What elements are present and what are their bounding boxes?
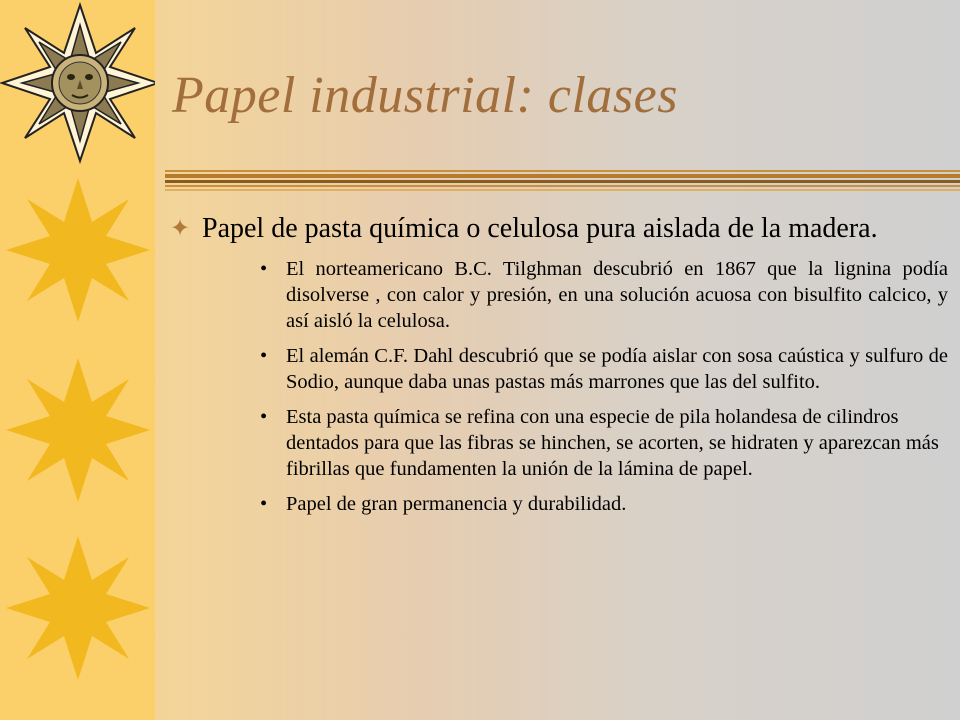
sub-bullet-list (170, 256, 948, 517)
slide-title: Papel industrial: clases (172, 67, 678, 124)
sun-icon (6, 536, 150, 680)
main-bullet (170, 212, 948, 246)
star-bullet-icon: ✦ (170, 216, 191, 242)
sun-face-icon (2, 5, 155, 161)
sub-bullet-item (170, 343, 948, 395)
title-divider (165, 170, 960, 194)
bullet-dot-icon: • (260, 345, 268, 367)
sub-bullet-item (170, 256, 948, 334)
bullet-dot-icon: • (260, 406, 268, 428)
sun-icon (6, 358, 150, 502)
sun-decoration-strip (0, 0, 155, 720)
sun-decorations (0, 0, 155, 720)
slide-body (170, 212, 948, 526)
main-bullet-text: Papel de pasta química o celulosa pura aislada de la madera. (202, 213, 878, 244)
sub-bullet-text: Esta pasta química se refina con una especie de pila holandesa de cilindros dentados para que las fibras se hinchen, se acorten, se hidraten y aparezcan más fibrillas que fundamenten la unión de la lámina de papel. (286, 406, 939, 480)
sub-bullet-text: Papel de gran permanencia y durabilidad. (286, 493, 627, 515)
sun-icon (6, 178, 150, 322)
sub-bullet-text: El alemán C.F. Dahl descubrió que se podía aislar con sosa caústica y sulfuro de Sodio, aunque daba unas pastas más marrones que las del sulfito. (286, 345, 948, 393)
sub-bullet-item (170, 491, 948, 517)
sub-bullet-text: El norteamericano B.C. Tilghman descubrió en 1867 que la lignina podía disolverse , con calor y presión, en una solución acuosa con bisulfito calcico, y así aisló la celulosa. (286, 258, 948, 332)
bullet-dot-icon: • (260, 258, 268, 280)
bullet-dot-icon: • (260, 493, 268, 515)
sub-bullet-item (170, 404, 948, 482)
